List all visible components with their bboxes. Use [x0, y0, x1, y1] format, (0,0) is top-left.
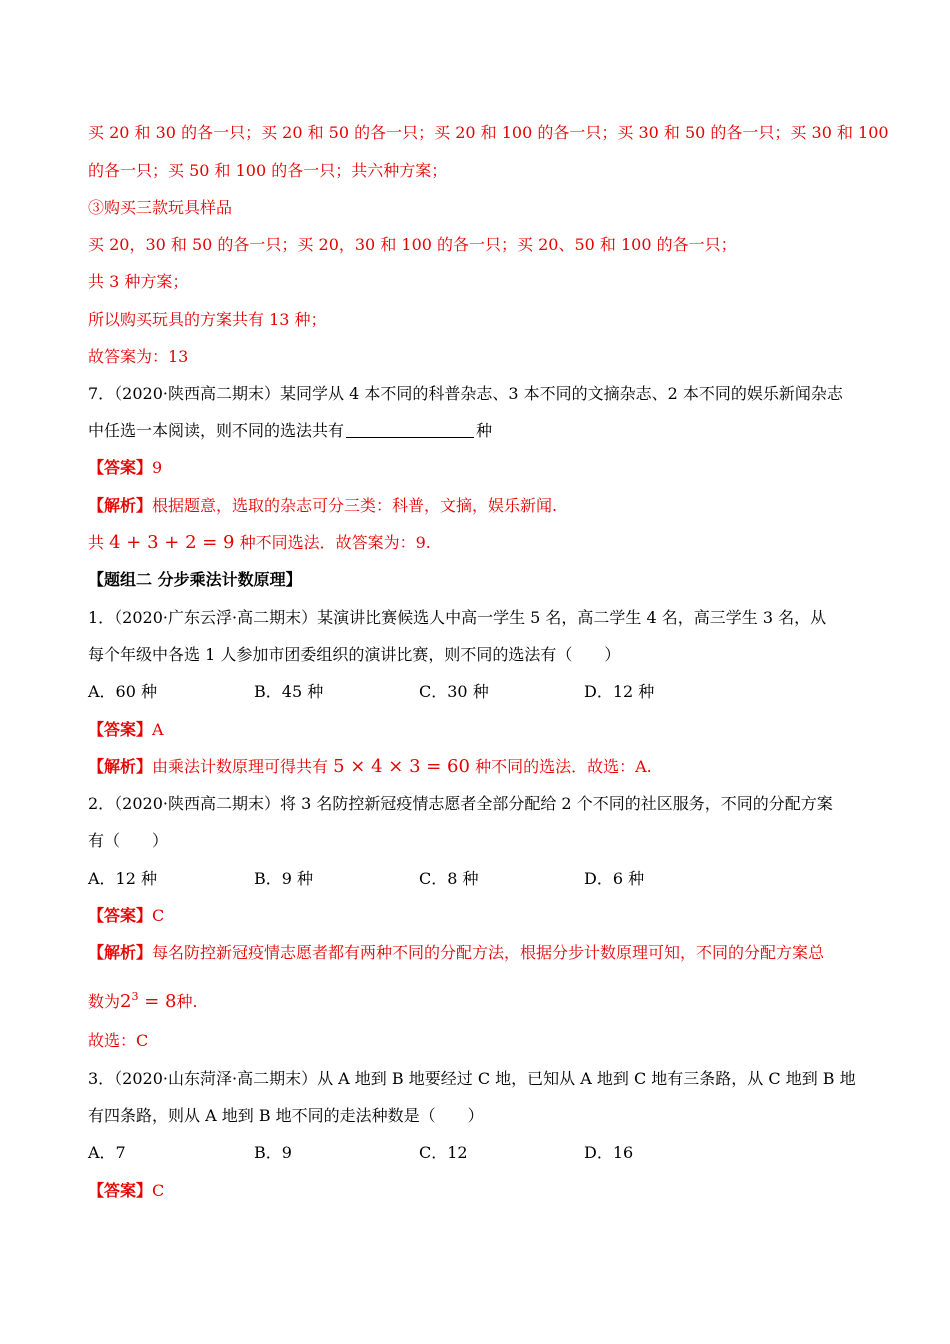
analysis-text: 数为 — [88, 992, 121, 1011]
answer-value: C — [152, 1181, 165, 1200]
section-title: 【题组二 分步乘法计数原理】 — [88, 570, 302, 589]
option-d: D．16 — [584, 1143, 634, 1162]
option-c: C．8 种 — [419, 869, 479, 888]
solution-line-3: ③购买三款玩具样品 — [88, 198, 233, 217]
option-a: A．60 种 — [88, 682, 158, 701]
option-b: B．45 种 — [254, 682, 324, 701]
solution-line-4: 买 20，30 和 50 的各一只；买 20，30 和 100 的各一只；买 20、50 和 100 的各一只； — [88, 235, 737, 254]
g3-question-line-1: 3．（2020·山东菏泽·高二期末）从 A 地到 B 地要经过 C 地，已知从 A 地到 C 地有三条路，从 C 地到 B 地 — [88, 1069, 856, 1088]
formula-base: 2 — [120, 991, 132, 1012]
option-b: B．9 种 — [254, 869, 314, 888]
answer-label: 【答案】 — [88, 458, 153, 477]
option-a: A．7 — [88, 1143, 126, 1162]
g2-analysis-2 — [88, 986, 870, 1013]
solution-line-2: 的各一只；买 50 和 100 的各一只；共六种方案； — [88, 161, 448, 180]
option-b: B．9 — [254, 1143, 292, 1162]
option-a: A．12 种 — [88, 869, 158, 888]
answer-label: 【答案】 — [88, 906, 153, 925]
g1-answer — [88, 719, 870, 741]
g3-question-line-2: 有四条路，则从 A 地到 B 地不同的走法种数是（ ） — [88, 1106, 484, 1125]
answer-value: 9 — [152, 458, 163, 477]
analysis-text: 由乘法计数原理可得共有 — [152, 757, 329, 776]
answer-blank — [346, 421, 474, 438]
analysis-text: 种不同的选法．故选：A. — [475, 757, 652, 776]
answer-label: 【答案】 — [88, 1181, 153, 1200]
question-7-line-1: 7．（2020·陕西高二期末）某同学从 4 本不同的科普杂志、3 本不同的文摘杂志、2 本不同的娱乐新闻杂志 — [88, 384, 843, 403]
g2-analysis-1 — [88, 942, 870, 964]
g2-question-line-2: 有（ ） — [88, 831, 169, 850]
solution-line-1: 买 20 和 30 的各一只；买 20 和 50 的各一只；买 20 和 100 的各一只；买 30 和 50 的各一只；买 30 和 100 — [88, 123, 889, 142]
analysis-text: 根据题意，选取的杂志可分三类：科普，文摘，娱乐新闻. — [152, 496, 558, 515]
option-c: C．12 — [419, 1143, 468, 1162]
question-7-analysis-2 — [88, 532, 870, 554]
g2-answer — [88, 905, 870, 927]
formula-result: = 8 — [144, 991, 177, 1012]
g3-answer — [88, 1180, 870, 1202]
formula: 4 + 3 + 2 = 9 — [109, 532, 235, 553]
g2-conclusion: 故选：C — [88, 1031, 149, 1050]
g1-question-line-1: 1．（2020·广东云浮·高二期末）某演讲比赛候选人中高一学生 5 名，高二学生 4 名，高三学生 3 名，从 — [88, 608, 827, 627]
solution-line-6: 所以购买玩具的方案共有 13 种； — [88, 310, 327, 329]
g1-analysis — [88, 756, 870, 778]
question-7-answer — [88, 457, 870, 479]
question-7-text: 中任选一本阅读，则不同的选法共有 — [88, 421, 345, 440]
option-c: C．30 种 — [419, 682, 489, 701]
formula-exponent: 3 — [131, 990, 139, 1003]
analysis-text: 种不同选法．故答案为：9. — [239, 533, 431, 552]
analysis-label: 【解析】 — [88, 757, 153, 776]
formula: 5 × 4 × 3 = 60 — [333, 756, 470, 777]
formula — [120, 991, 176, 1012]
answer-label: 【答案】 — [88, 720, 153, 739]
g1-question-line-2: 每个年级中各选 1 人参加市团委组织的演讲比赛，则不同的选法有（ ） — [88, 645, 621, 664]
question-7-line-2 — [88, 420, 870, 442]
answer-value: C — [152, 906, 165, 925]
option-d: D．12 种 — [584, 682, 655, 701]
answer-value: A — [152, 720, 164, 739]
solution-line-5: 共 3 种方案； — [88, 272, 189, 291]
g2-question-line-1: 2．（2020·陕西高二期末）将 3 名防控新冠疫情志愿者全部分配给 2 个不同的社区服务，不同的分配方案 — [88, 794, 833, 813]
question-7-unit: 种 — [476, 421, 493, 440]
question-7-analysis-1 — [88, 495, 870, 517]
analysis-text: 每名防控新冠疫情志愿者都有两种不同的分配方法，根据分步计数原理可知，不同的分配方案总 — [152, 943, 825, 962]
analysis-text: 种. — [176, 992, 198, 1011]
analysis-label: 【解析】 — [88, 496, 153, 515]
option-d: D．6 种 — [584, 869, 645, 888]
analysis-text: 共 — [88, 533, 105, 552]
analysis-label: 【解析】 — [88, 943, 153, 962]
solution-line-7: 故答案为：13 — [88, 347, 189, 366]
